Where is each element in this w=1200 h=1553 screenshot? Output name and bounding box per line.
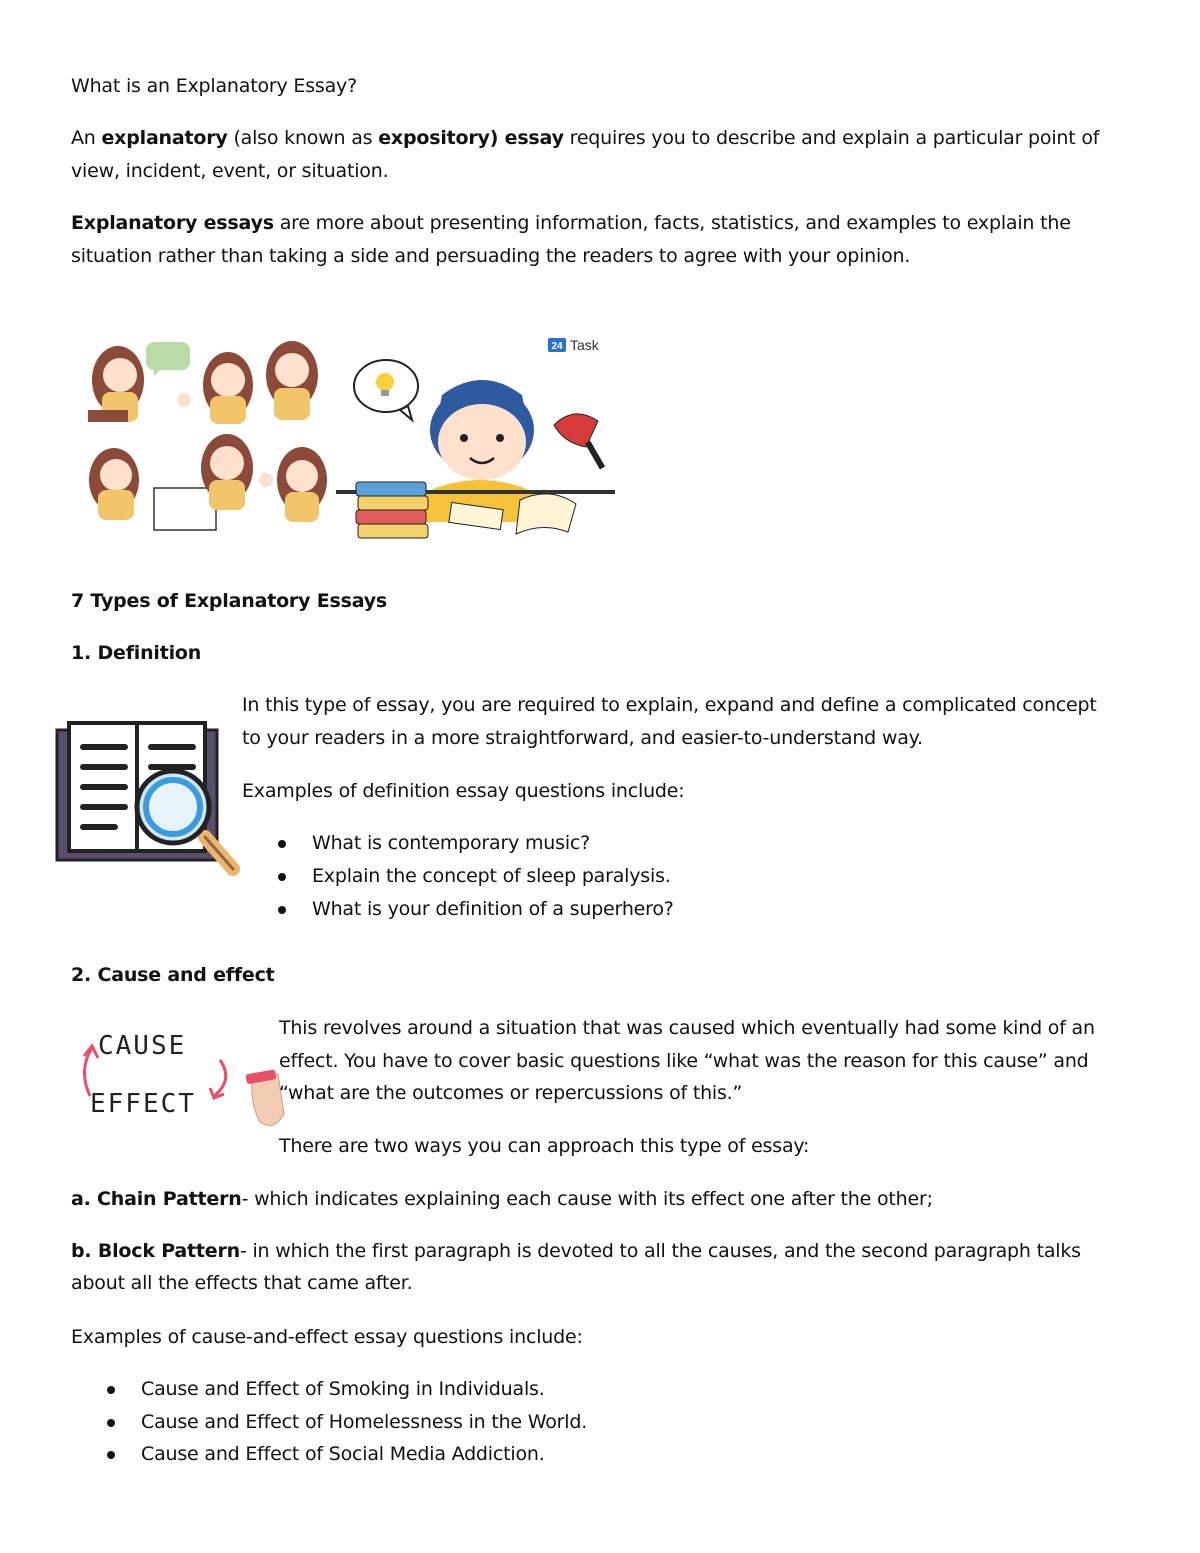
- blank-sign-icon: [154, 488, 216, 530]
- chain-pattern-text: a. Chain Pattern- which indicates explaining each cause with its effect one after the other;: [71, 1188, 933, 1210]
- intro-paragraph2-line1: Explanatory essays are more about presenting information, facts, statistics, and examples to explain the: [71, 212, 1071, 234]
- cause-effect-approach: There are two ways you can approach this type of essay:: [279, 1135, 810, 1157]
- block-pattern-text-line2: about all the effects that came after.: [71, 1272, 413, 1294]
- definition-heading: 1. Definition: [71, 642, 202, 664]
- cause-effect-text-line3: “what are the outcomes or repercussions of this.”: [279, 1082, 743, 1104]
- types-heading: 7 Types of Explanatory Essays: [71, 590, 388, 612]
- list-item: Cause and Effect of Social Media Addiction.: [141, 1443, 545, 1465]
- book-magnifier-icon: [55, 715, 245, 900]
- bullet-icon: [278, 873, 286, 881]
- cause-effect-text-line1: This revolves around a situation that was caused which eventually had some kind of an: [279, 1017, 1095, 1039]
- intro-paragraph-line1: An explanatory (also known as expository) essay requires you to describe and explain a particular point of: [71, 127, 1100, 149]
- cause-effect-examples-intro: Examples of cause-and-effect essay questions include:: [71, 1326, 583, 1348]
- girl-figure-icon: [88, 346, 144, 422]
- intro-paragraph2-line2: situation rather than taking a side and persuading the readers to agree with your opinion.: [71, 245, 911, 267]
- list-item: Cause and Effect of Smoking in Individuals.: [141, 1378, 545, 1400]
- cause-effect-text-line2: effect. You have to cover basic questions like “what was the reason for this cause” and: [279, 1050, 1089, 1072]
- list-item: What is contemporary music?: [312, 832, 591, 854]
- girl-figure-icon: [259, 447, 327, 522]
- page-title: What is an Explanatory Essay?: [71, 75, 357, 97]
- intro-paragraph-line2: view, incident, event, or situation.: [71, 160, 389, 182]
- bullet-icon: [278, 840, 286, 848]
- block-pattern-text: b. Block Pattern- in which the first paragraph is devoted to all the causes, and the second paragraph talks: [71, 1240, 1081, 1262]
- list-item: Explain the concept of sleep paralysis.: [312, 865, 671, 887]
- bullet-icon: [107, 1451, 115, 1459]
- explanatory-illustration: [80, 330, 615, 562]
- definition-examples-intro: Examples of definition essay questions include:: [242, 780, 685, 802]
- cause-effect-heading: 2. Cause and effect: [71, 964, 275, 986]
- definition-text-line1: In this type of essay, you are required to explain, expand and define a complicated concept: [242, 694, 1097, 716]
- bullet-icon: [278, 906, 286, 914]
- definition-text-line2: to your readers in a more straightforward, and easier-to-understand way.: [242, 727, 923, 749]
- bullet-icon: [107, 1419, 115, 1427]
- bullet-icon: [107, 1386, 115, 1394]
- girl-figure-icon: [266, 341, 318, 420]
- effect-word: EFFECT: [90, 1089, 196, 1119]
- logo-text: Task: [570, 337, 599, 353]
- book-stack-icon: [356, 482, 428, 538]
- list-item: What is your definition of a superhero?: [312, 898, 674, 920]
- list-item: Cause and Effect of Homelessness in the World.: [141, 1411, 588, 1433]
- girl-figure-icon: [89, 448, 139, 520]
- arrow-right-icon: [214, 1060, 226, 1096]
- logo-number: 24: [551, 341, 563, 352]
- cause-word: CAUSE: [98, 1031, 187, 1061]
- open-book-icon: [516, 494, 576, 534]
- cause-effect-image: [70, 1020, 285, 1135]
- thought-bubble-icon: [354, 360, 418, 420]
- speech-bubble-icon: [146, 342, 190, 376]
- desk-lamp-icon: [554, 414, 605, 470]
